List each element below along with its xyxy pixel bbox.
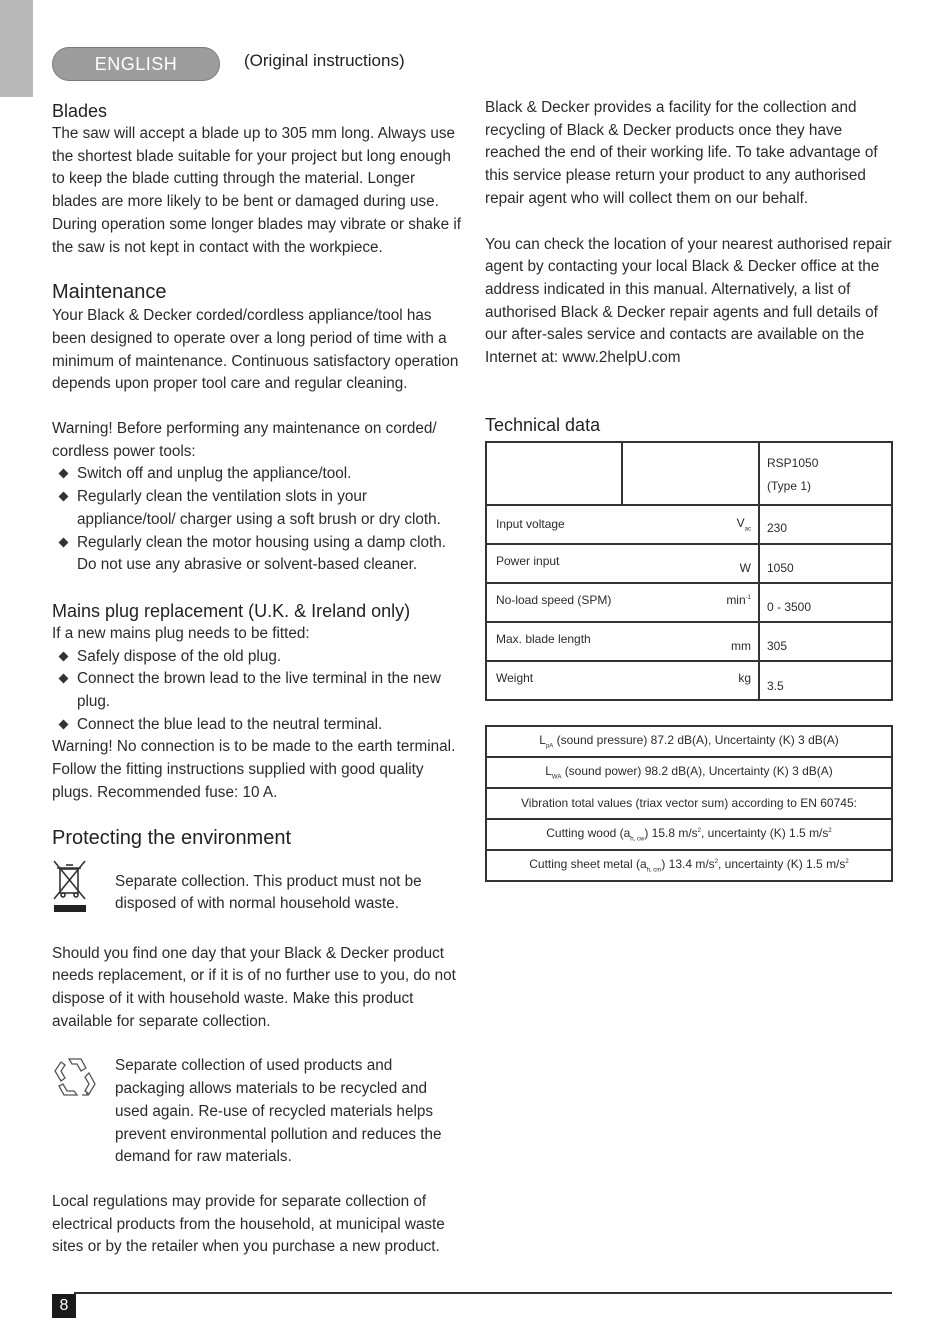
table-row <box>486 442 892 505</box>
list-item: Switch off and unplug the appliance/tool. <box>52 463 462 486</box>
bullet-icon <box>59 537 69 547</box>
row-value: 3.5 <box>759 661 892 700</box>
plug-warning: Warning! No connection is to be made to the earth terminal. Follow the fitting instructions supplied with good quality plugs. Recommended fuse: 10 A. <box>52 738 456 801</box>
sound-power-cell: $L_{WA}$ (sound power) 98.2 dB(A), Uncertainty (K) 3 dB(A) <box>486 757 892 788</box>
cutting-metal-cell: Cutting sheet metal $(a_{h, cm})$ 13.4 $m/s^2$, uncertainty (K) 1.5 $m/s^2$ <box>486 850 892 881</box>
list-item: Regularly clean the ventilation slots in your appliance/tool/ charger using a soft brush or dry cloth. <box>52 486 462 531</box>
page-subtitle: (Original instructions) <box>244 51 405 70</box>
table-row <box>486 622 892 661</box>
row-label: Input voltage <box>486 505 622 544</box>
table-row <box>486 544 892 583</box>
table-row <box>486 583 892 622</box>
row-label: Weight <box>486 661 622 700</box>
model-name: RSP1050 <box>767 455 819 470</box>
separate-collection-block <box>52 859 462 920</box>
row-unit: mm <box>622 622 759 661</box>
table-row <box>486 661 892 700</box>
language-badge: ENGLISH <box>52 47 220 81</box>
list-item: Connect the brown lead to the live terminal in the new plug. <box>52 668 462 713</box>
row-unit: $V_{ac}$ <box>622 505 759 544</box>
sound-pressure-cell: $L_{pA}$ (sound pressure) 87.2 dB(A), Uncertainty (K) 3 dB(A) <box>486 726 892 757</box>
model-type: (Type 1) <box>767 478 812 493</box>
local-regulations-text: Local regulations may provide for separate collection of electrical products from the household, at municipal waste sites or by the retailer when you purchase a new product. <box>52 1192 445 1256</box>
blades-heading: Blades <box>52 101 108 121</box>
row-value: 305 <box>759 622 892 661</box>
maintenance-warning: Warning! Before performing any maintenance on corded/ cordless power tools: <box>52 420 437 460</box>
collection-text: Black & Decker provides a facility for the collection and recycling of Black & Decker products once they have reached the end of their working life. To take advantage of this service please return your product to any authorised repair agent who will collect them on our behalf. <box>485 99 878 207</box>
technical-data-table <box>485 441 893 701</box>
cutting-wood-cell: Cutting wood $(a_{h, cw})$ 15.8 $m/s^2$, uncertainty (K) 1.5 $m/s^2$ <box>486 819 892 850</box>
plug-list <box>52 646 462 737</box>
plug-intro: If a new mains plug needs to be fitted: <box>52 624 310 642</box>
list-item: Safely dispose of the old plug. <box>52 646 462 669</box>
maintenance-list <box>52 463 462 577</box>
page-number: 8 <box>52 1294 76 1318</box>
list-item: Regularly clean the motor housing using a damp cloth. Do not use any abrasive or solvent-based cleaner. <box>52 532 462 577</box>
recycling-text: Separate collection of used products and packaging allows materials to be recycled and used again. Re-use of recycled materials helps prevent environmental pollution and reduces the demand for raw materials. <box>115 1057 442 1166</box>
bullet-icon <box>59 469 69 479</box>
row-unit: kg <box>622 661 759 700</box>
row-value: 1050 <box>759 544 892 583</box>
noise-vibration-table <box>485 725 893 882</box>
footer-rule <box>74 1292 892 1294</box>
row-label: Max. blade length <box>486 622 622 661</box>
technical-data-heading: Technical data <box>485 414 601 435</box>
maintenance-text: Your Black & Decker corded/cordless appliance/tool has been designed to operate over a long period of time with a minimum of maintenance. Continuous satisfactory operation depends upon proper tool care and regular cleaning. <box>52 307 459 393</box>
row-label: No-load speed (SPM) <box>486 583 622 622</box>
row-value: 0 - 3500 <box>759 583 892 622</box>
bullet-icon <box>59 674 69 684</box>
table-row <box>486 757 892 788</box>
table-cell <box>622 442 759 505</box>
row-unit: W <box>622 544 759 583</box>
plug-heading: Mains plug replacement (U.K. & Ireland only) <box>52 600 411 621</box>
row-label: Power input <box>486 544 622 583</box>
environment-should-text: Should you find one day that your Black & Decker product needs replacement, or if it is of no further use to you, do not dispose of it with household waste. Make this product available for separate collection. <box>52 944 456 1030</box>
model-cell <box>759 442 892 505</box>
left-column <box>52 97 462 1259</box>
table-cell <box>486 442 622 505</box>
table-row <box>486 726 892 757</box>
list-item: Connect the blue lead to the neutral terminal. <box>52 714 462 737</box>
table-row <box>486 505 892 544</box>
side-tab <box>0 0 33 97</box>
blades-text: The saw will accept a blade up to 305 mm long. Always use the shortest blade suitable for your project but long enough to keep the blade cutting through the material. Longer blades are more likely to be bent or damaged during use. During operation some longer blades may vibrate or shake if the saw is not kept in contact with the workpiece. <box>52 125 461 256</box>
table-row <box>486 819 892 850</box>
table-row <box>486 788 892 819</box>
vibration-cell: Vibration total values (triax vector sum) according to EN 60745: <box>486 788 892 819</box>
repair-agent-text: You can check the location of your nearest authorised repair agent by contacting your local Black & Decker office at the address indicated in this manual. Alternatively, a list of authorised Black & Decker repair agents and full details of our after-sales service and contacts are available on the Internet at: www.2helpU.com <box>485 235 892 367</box>
bullet-icon <box>59 492 69 502</box>
row-value: 230 <box>759 505 892 544</box>
bullet-icon <box>59 719 69 729</box>
recycle-icon <box>52 1055 115 1104</box>
bullet-icon <box>59 651 69 661</box>
wheelie-bin-icon <box>52 859 115 920</box>
maintenance-heading: Maintenance <box>52 281 167 304</box>
table-row <box>486 850 892 881</box>
row-unit: $\min^{-1}$ <box>622 583 759 622</box>
separate-collection-text: Separate collection. This product must not be disposed of with normal household waste. <box>115 872 422 913</box>
environment-heading: Protecting the environment <box>52 826 292 849</box>
recycling-block <box>52 1055 462 1169</box>
right-column <box>485 97 895 882</box>
